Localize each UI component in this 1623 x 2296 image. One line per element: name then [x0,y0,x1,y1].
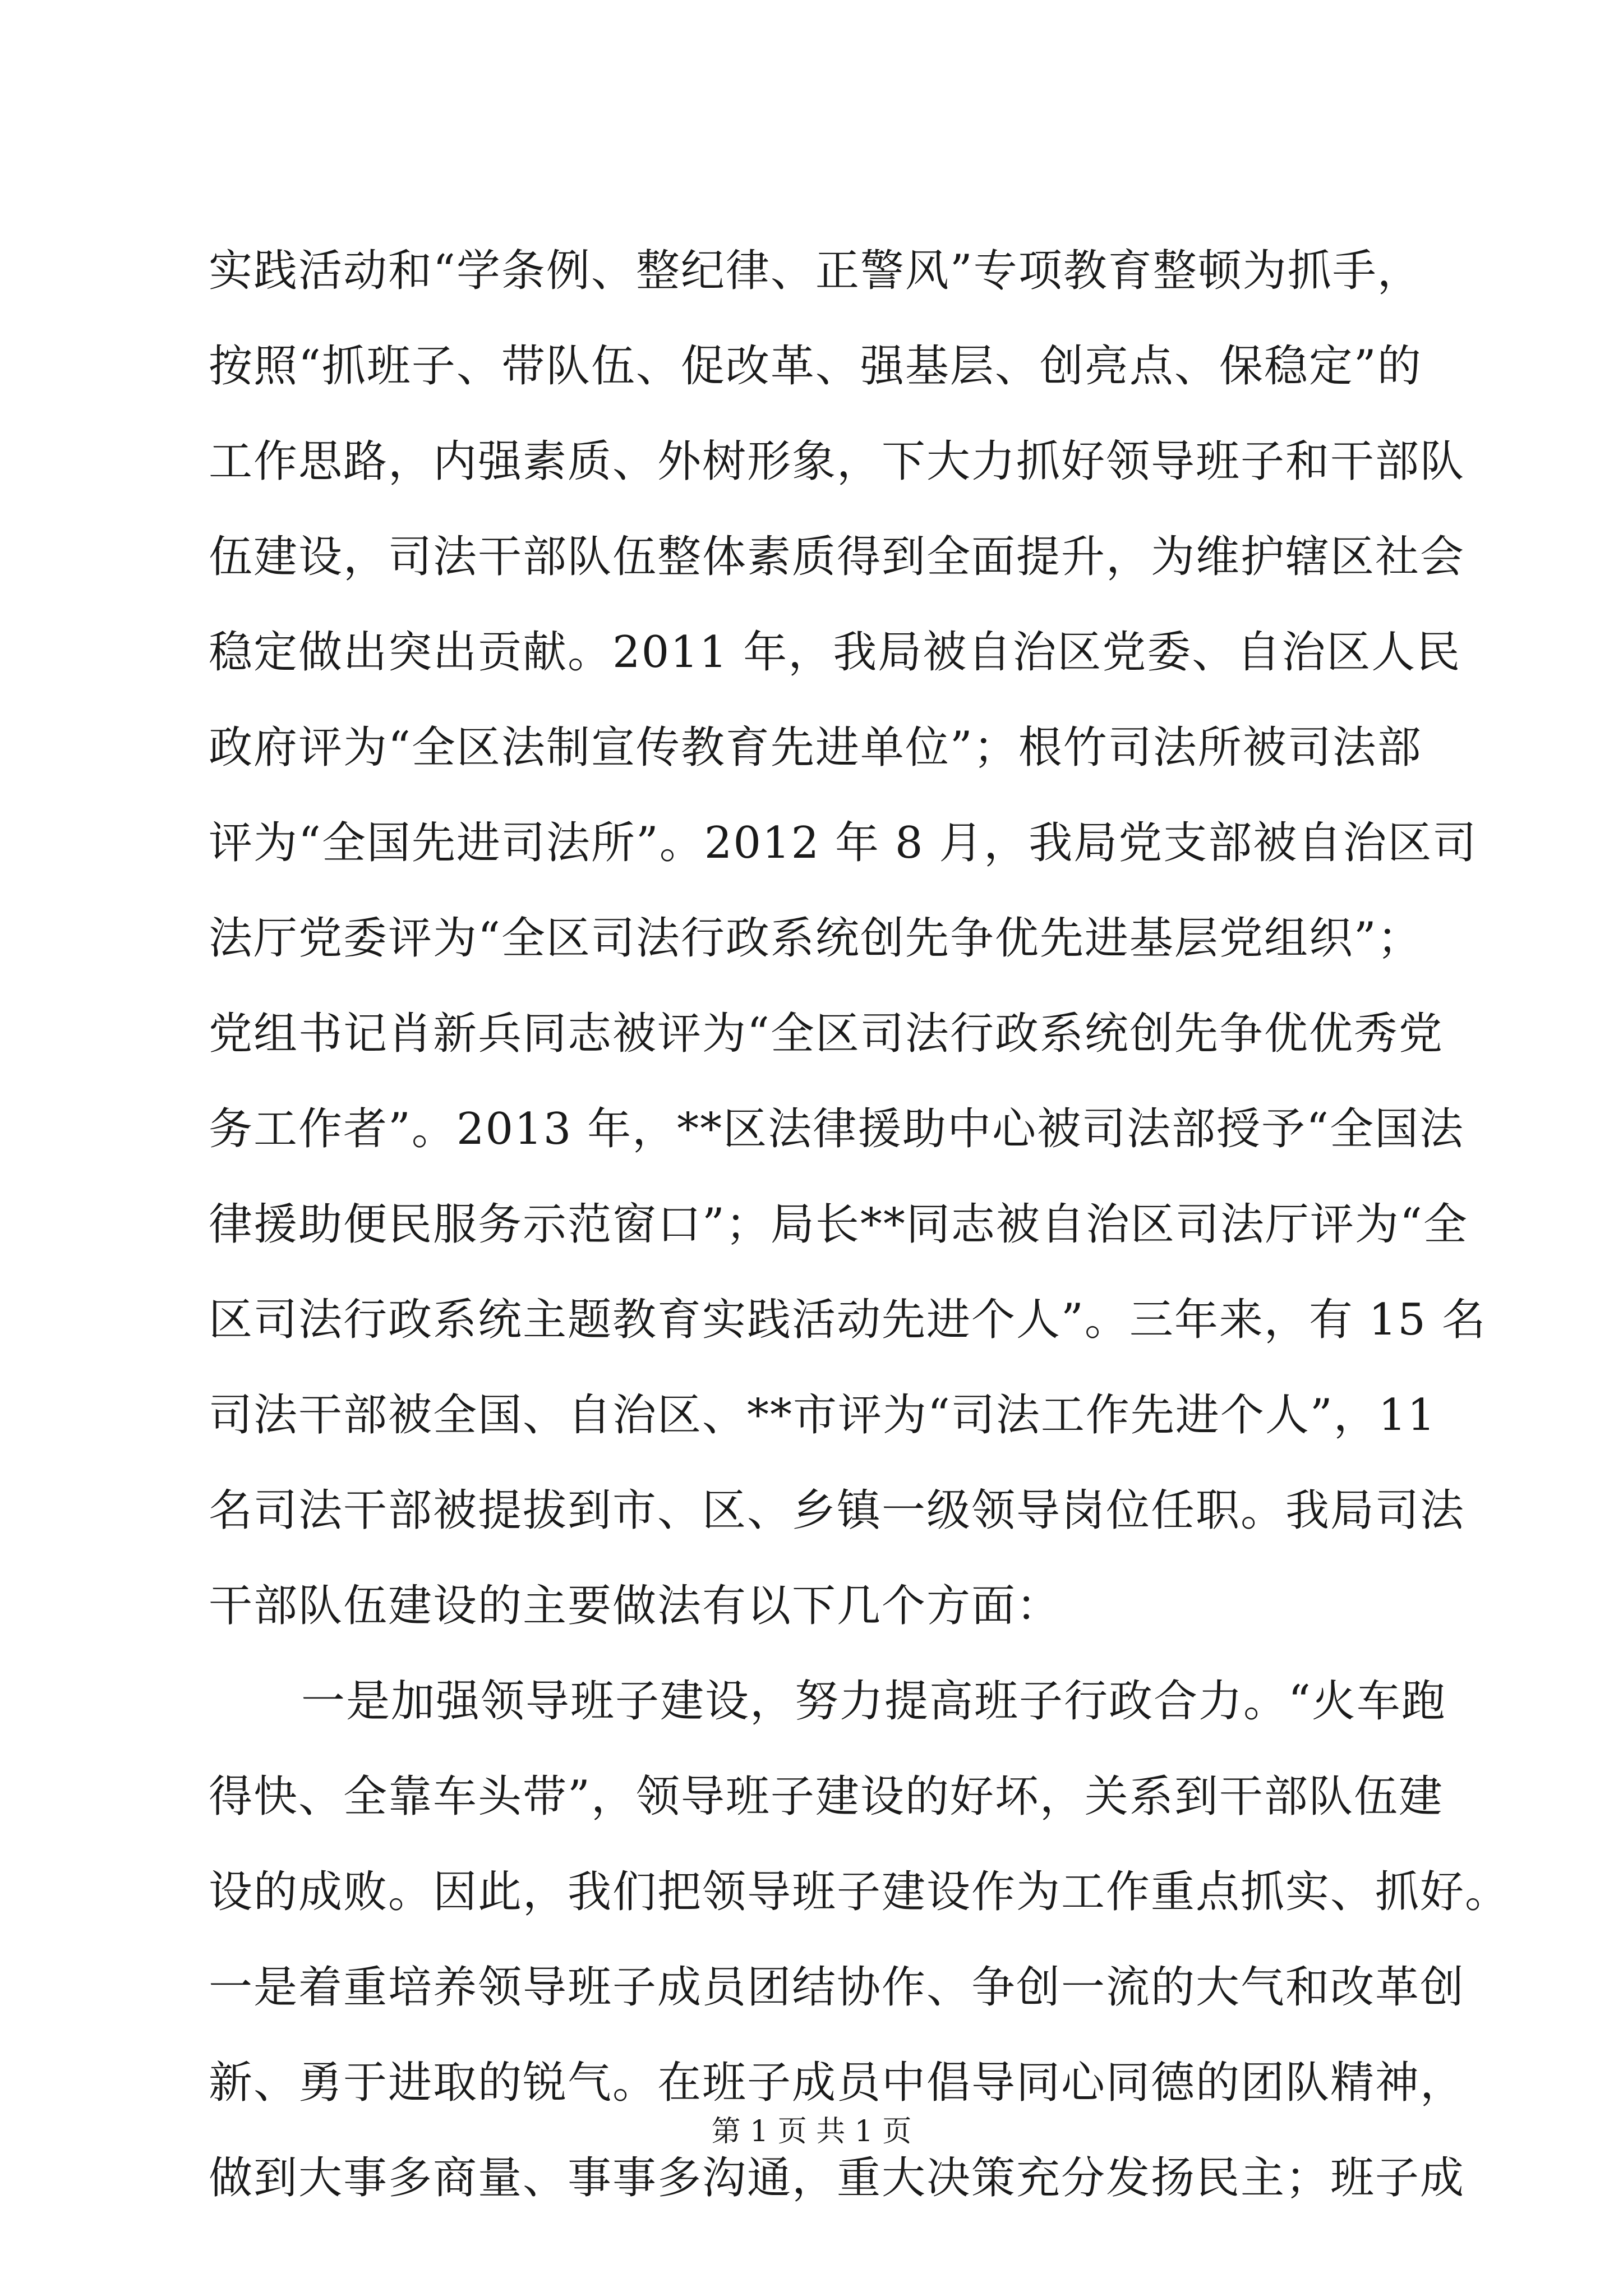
text-line: 务工作者”。2013 年，**区法律援助中心被司法部授予“全国法 [209,1104,1465,1154]
text-line: 稳定做出突出贡献。2011 年，我局被自治区党委、自治区人民 [209,627,1461,678]
text-line: 按照“抓班子、带队伍、促改革、强基层、创亮点、保稳定”的 [209,341,1422,392]
text-line: 新、勇于进取的锐气。在班子成员中倡导同心同德的团队精神， [209,2058,1465,2108]
text-line: 名司法干部被提拔到市、区、乡镇一级领导岗位任职。我局司法 [209,1485,1465,1536]
text-line: 设的成败。因此，我们把领导班子建设作为工作重点抓实、抓好。 [209,1867,1510,1917]
text-line: 党组书记肖新兵同志被评为“全区司法行政系统创先争优优秀党 [209,1009,1444,1059]
text-line: 律援助便民服务示范窗口”；局长**同志被自治区司法厅评为“全 [209,1199,1468,1250]
text-line: 政府评为“全区法制宣传教育先进单位”；根竹司法所被司法部 [209,723,1422,773]
text-line: 司法干部被全国、自治区、**市评为“司法工作先进个人”，11 [209,1390,1437,1441]
text-line: 做到大事多商量、事事多沟通，重大决策充分发扬民主；班子成 [209,2153,1465,2203]
text-line: 工作思路，内强素质、外树形象，下大力抓好领导班子和干部队 [209,436,1465,487]
text-line: 一是着重培养领导班子成员团结协作、争创一流的大气和改革创 [209,1962,1465,2013]
text-line: 干部队伍建设的主要做法有以下几个方面： [209,1581,1062,1631]
text-line: 评为“全国先进司法所”。2012 年 8 月，我局党支部被自治区司 [209,818,1478,868]
page-footer: 第 1 页 共 1 页 [711,2115,912,2148]
text-line: 得快、全靠车头带”，领导班子建设的好坏，关系到干部队伍建 [209,1772,1444,1822]
text-line: 区司法行政系统主题教育实践活动先进个人”。三年来，有 15 名 [209,1295,1487,1345]
text-line: 一是加强领导班子建设，努力提高班子行政合力。“火车跑 [301,1676,1446,1727]
text-line: 实践活动和“学条例、整纪律、正警风”专项教育整顿为抓手， [209,246,1422,296]
document-body [209,223,1510,2226]
text-line: 法厅党委评为“全区司法行政系统创先争优先进基层党组织”； [209,913,1422,964]
text-line: 伍建设，司法干部队伍整体素质得到全面提升，为维护辖区社会 [209,532,1465,582]
